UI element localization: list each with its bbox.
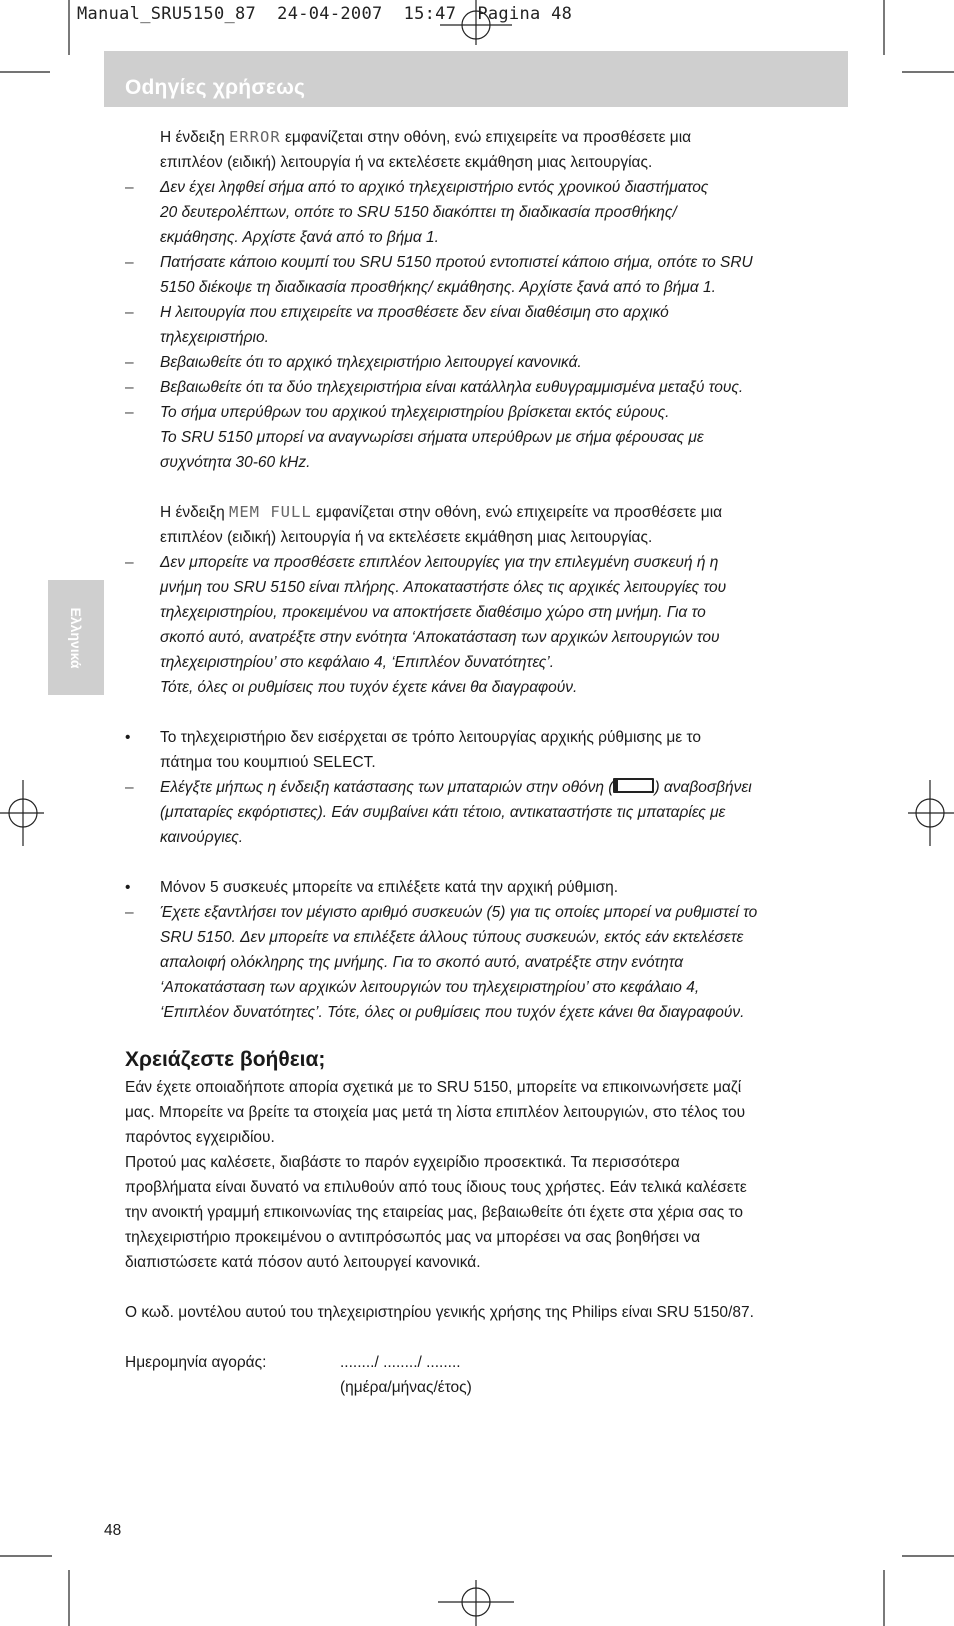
list-item-continuation: τηλεχειριστηρίου’ στο κεφάλαιο 4, ‘Επιπλέον δυνατότητες’. bbox=[160, 654, 555, 671]
memfull-lead bbox=[125, 500, 850, 550]
help-line: τηλεχειριστήριο προκειμένου ο αντιπρόσωπός μας να μπορέσει να σας βοηθήσει να bbox=[125, 1229, 701, 1246]
main-content bbox=[125, 125, 850, 1400]
memfull-display-code: MEM FULL bbox=[229, 503, 312, 521]
registration-mark-bottom bbox=[438, 1580, 514, 1626]
error-lead-text-2: εμφανίζεται στην οθόνη, ενώ επιχειρείτε να προσθέσετε μια bbox=[280, 129, 692, 146]
list-item: – Δεν έχει ληφθεί σήμα από το αρχικό τηλεχειριστήριο εντός χρονικού διαστήματος bbox=[125, 175, 850, 200]
purchase-date-row bbox=[125, 1350, 850, 1375]
list-item-continuation: Τότε, όλες οι ρυθμίσεις που τυχόν έχετε κάνει θα διαγραφούν. bbox=[160, 679, 578, 696]
model-number-line: Ο κωδ. μοντέλου αυτού του τηλεχειριστηρίου γενικής χρήσης της Philips είναι SRU 5150/87. bbox=[125, 1304, 754, 1321]
list-item: – Η λειτουργία που επιχειρείτε να προσθέσετε δεν είναι διαθέσιμη στο αρχικό bbox=[125, 300, 850, 325]
list-item-continuation: ‘Αποκατάσταση των αρχικών λειτουργιών του τηλεχειριστηρίου’ στο κεφάλαιο 4, bbox=[160, 979, 700, 996]
memfull-section bbox=[125, 500, 850, 700]
error-display-code: ERROR bbox=[229, 128, 281, 146]
list-item-continuation: σκοπό αυτό, ανατρέξτε στην ενότητα ‘Αποκατάσταση των αρχικών λειτουργιών του bbox=[160, 629, 720, 646]
battery-icon bbox=[613, 778, 654, 793]
list-item-continuation: τηλεχειριστήριο. bbox=[160, 329, 269, 346]
list-item: – Βεβαιωθείτε ότι το αρχικό τηλεχειριστήριο λειτουργεί κανονικά. bbox=[125, 350, 850, 375]
error-lead-text: Η ένδειξη bbox=[160, 129, 230, 146]
list-item-continuation: συχνότητα 30-60 kHz. bbox=[160, 454, 311, 471]
header-bar bbox=[104, 51, 848, 107]
select-section bbox=[125, 725, 850, 850]
memfull-lead-text: Η ένδειξη bbox=[160, 504, 230, 521]
list-item: – Δεν μπορείτε να προσθέσετε επιπλέον λειτουργίες για την επιλεγμένη συσκευή ή η bbox=[125, 550, 850, 575]
select-lead-line1: Το τηλεχειριστήριο δεν εισέρχεται σε τρόπο λειτουργίας αρχικής ρύθμισης με το bbox=[160, 729, 702, 746]
registration-mark-top bbox=[440, 0, 512, 45]
list-item: – Έχετε εξαντλήσει τον μέγιστο αριθμό συσκευών (5) για τις οποίες μπορεί να ρυθμιστεί το bbox=[125, 900, 850, 925]
error-lead bbox=[125, 125, 850, 175]
purchase-date-label: Ημερομηνία αγοράς: bbox=[125, 1354, 267, 1371]
list-item-continuation: ‘Επιπλέον δυνατότητες’. Τότε, όλες οι ρυθμίσεις που τυχόν έχετε κάνει θα διαγραφούν. bbox=[160, 1004, 745, 1021]
language-tab-label: Ελληνικά bbox=[68, 606, 84, 669]
registration-mark-right bbox=[908, 780, 954, 846]
list-item-continuation: απαλοιφή ολόκληρης της μνήμης. Για το σκοπό αυτό, ανατρέξτε στην ενότητα bbox=[160, 954, 684, 971]
help-line: Εάν έχετε οποιαδήποτε απορία σχετικά με το SRU 5150, μπορείτε να επικοινωνήσετε μαζί bbox=[125, 1079, 742, 1096]
list-item-continuation: τηλεχειριστηρίου, προκειμένου να αποκτήσετε διαθέσιμο χώρο στη μνήμη. Για το bbox=[160, 604, 706, 621]
help-line: διαπιστώσετε κατά πόσον αυτό λειτουργεί κανονικά. bbox=[125, 1254, 481, 1271]
error-lead-line2: επιπλέον (ειδική) λειτουργία ή να εκτελέσετε εκμάθηση μιας λειτουργίας. bbox=[160, 154, 653, 171]
list-item-continuation: εκμάθησης. Αρχίστε ξανά από το βήμα 1. bbox=[160, 229, 439, 246]
five-devices-section bbox=[125, 875, 850, 1025]
list-item-continuation: 20 δευτερολέπτων, οπότε το SRU 5150 διακόπτει τη διαδικασία προσθήκης/ bbox=[160, 204, 677, 221]
battery-text-after: ) αναβοσβήνει bbox=[654, 779, 752, 796]
list-item-continuation: SRU 5150. Δεν μπορείτε να επιλέξετε άλλους τύπους συσκευών, εκτός εάν εκτελέσετε bbox=[160, 929, 744, 946]
list-item-continuation: μνήμη του SRU 5150 είναι πλήρης. Αποκαταστήστε όλες τις αρχικές λειτουργίες του bbox=[160, 579, 727, 596]
list-item bbox=[125, 775, 850, 800]
five-devices-lead: • Μόνον 5 συσκευές μπορείτε να επιλέξετε κατά την αρχική ρύθμιση. bbox=[125, 875, 850, 900]
list-item-continuation: (μπαταρίες εκφόρτιστες). Εάν συμβαίνει κάτι τέτοιο, αντικαταστήστε τις μπαταρίες με bbox=[160, 804, 726, 821]
help-line: μας. Μπορείτε να βρείτε τα στοιχεία μας μετά τη λίστα επιπλέον λειτουργιών, στο τέλος του bbox=[125, 1104, 746, 1121]
purchase-date-format: (ημέρα/μήνας/έτος) bbox=[340, 1379, 472, 1396]
error-section bbox=[125, 125, 850, 475]
list-item: – Πατήσατε κάποιο κουμπί του SRU 5150 προτού εντοπιστεί κάποιο σήμα, οπότε το SRU bbox=[125, 250, 850, 275]
memfull-lead-line2: επιπλέον (ειδική) λειτουργία ή να εκτελέσετε εκμάθηση μιας λειτουργίας. bbox=[160, 529, 653, 546]
list-item-continuation: Το SRU 5150 μπορεί να αναγνωρίσει σήματα υπερύθρων με σήμα φέρουσας με bbox=[160, 429, 704, 446]
select-lead bbox=[125, 725, 850, 775]
memfull-lead-text-2: εμφανίζεται στην οθόνη, ενώ επιχειρείτε να προσθέσετε μια bbox=[311, 504, 723, 521]
purchase-date-blank: ......../ ......../ ........ bbox=[340, 1354, 461, 1371]
help-line: την ανοικτή γραμμή επικοινωνίας της εταιρείας μας, βεβαιωθείτε ότι έχετε στα χέρια σας το bbox=[125, 1204, 744, 1221]
page-number: 48 bbox=[104, 1522, 122, 1539]
language-side-tab bbox=[48, 580, 104, 695]
help-line: παρόντος εγχειριδίου. bbox=[125, 1129, 275, 1146]
list-item: – Το σήμα υπερύθρων του αρχικού τηλεχειριστηρίου βρίσκεται εκτός εύρους. bbox=[125, 400, 850, 425]
list-item: – Βεβαιωθείτε ότι τα δύο τηλεχειριστήρια είναι κατάλληλα ευθυγραμμισμένα μεταξύ τους. bbox=[125, 375, 850, 400]
help-line: προβλήματα είναι δυνατό να επιλυθούν από τους ίδιους τους χρήστες. Εάν τελικά καλέσετε bbox=[125, 1179, 747, 1196]
list-item-continuation: 5150 διέκοψε τη διαδικασία προσθήκης/ εκμάθησης. Αρχίστε ξανά από το βήμα 1. bbox=[160, 279, 716, 296]
select-lead-line2: πάτημα του κουμπιού SELECT. bbox=[160, 754, 376, 771]
registration-mark-left bbox=[0, 780, 44, 846]
help-section bbox=[125, 1045, 850, 1400]
purchase-date-format-row bbox=[125, 1375, 850, 1400]
help-heading: Χρειάζεστε βοήθεια; bbox=[125, 1048, 326, 1071]
list-item-continuation: καινούργιες. bbox=[160, 829, 244, 846]
help-line: Προτού μας καλέσετε, διαβάστε το παρόν εγχειρίδιο προσεκτικά. Τα περισσότερα bbox=[125, 1154, 680, 1171]
print-slug: Manual_SRU5150_87 24-04-2007 15:47 Pagina 48 bbox=[77, 4, 573, 24]
battery-text-before: Ελέγξτε μήπως η ένδειξη κατάστασης των μπαταριών στην οθόνη ( bbox=[160, 779, 614, 796]
header-title: Odηγίες χρήσεως bbox=[125, 76, 306, 99]
